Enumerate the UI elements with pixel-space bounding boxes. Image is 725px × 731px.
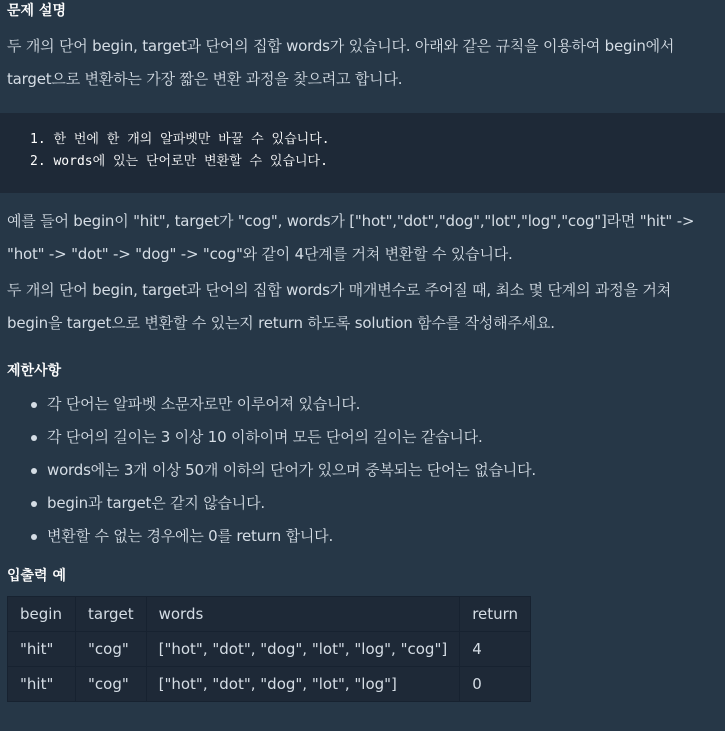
column-header-return: return [460, 597, 531, 632]
table-row [8, 632, 531, 667]
table-cell: "hit" [8, 667, 76, 702]
paragraph-line: "hot" -> "dot" -> "dog" -> "cog"와 같이 4단계를 거쳐 변환할 수 있습니다. [7, 245, 513, 263]
table-header-row [8, 597, 531, 632]
problem-title: 문제 설명 [7, 3, 66, 19]
table-row [8, 667, 531, 702]
column-header-words: words [146, 597, 460, 632]
table-cell: "cog" [76, 667, 147, 702]
constraints-list [7, 388, 718, 553]
paragraph-line: 예를 들어 begin이 "hit", target가 "cog", words가 ["hot","dot","dog","lot","log","cog"]라면 "hit" -> [7, 212, 695, 230]
rules-code-block [0, 113, 725, 193]
constraints-title: 제한사항 [7, 363, 62, 379]
constraint-item: words에는 3개 이상 50개 이하의 단어가 있으며 중복되는 단어는 없습니다. [47, 454, 718, 487]
constraint-item: 변환할 수 없는 경우에는 0를 return 합니다. [47, 520, 718, 553]
constraint-item: 각 단어의 길이는 3 이상 10 이하이며 모든 단어의 길이는 같습니다. [47, 421, 718, 454]
constraint-item: 각 단어는 알파벳 소문자로만 이루어져 있습니다. [47, 388, 718, 421]
table-cell: "hit" [8, 632, 76, 667]
paragraph-line: target으로 변환하는 가장 짧은 변환 과정을 찾으려고 합니다. [7, 70, 403, 88]
column-header-begin: begin [8, 597, 76, 632]
rule-line-1: 1. 한 번에 한 개의 알파벳만 바꿀 수 있습니다. [30, 132, 330, 147]
column-header-target: target [76, 597, 147, 632]
description-paragraph-2 [7, 205, 718, 271]
paragraph-line: 두 개의 단어 begin, target과 단어의 집합 words가 매개변수로 주어질 때, 최소 몇 단계의 과정을 거쳐 [7, 281, 671, 299]
table-cell: "cog" [76, 632, 147, 667]
rule-line-2: 2. words에 있는 단어로만 변환할 수 있습니다. [30, 154, 328, 169]
table-cell: ["hot", "dot", "dog", "lot", "log", "cog"] [146, 632, 460, 667]
table-cell: ["hot", "dot", "dog", "lot", "log"] [146, 667, 460, 702]
description-paragraph-1 [7, 30, 718, 96]
paragraph-line: begin을 target으로 변환할 수 있는지 return 하도록 solution 함수를 작성해주세요. [7, 314, 555, 332]
examples-table [7, 596, 531, 702]
table-cell: 0 [460, 667, 531, 702]
examples-title: 입출력 예 [7, 568, 66, 584]
description-paragraph-3 [7, 274, 718, 340]
paragraph-line: 두 개의 단어 begin, target과 단어의 집합 words가 있습니다. 아래와 같은 규칙을 이용하여 begin에서 [7, 37, 675, 55]
constraint-item: begin과 target은 같지 않습니다. [47, 487, 718, 520]
table-cell: 4 [460, 632, 531, 667]
